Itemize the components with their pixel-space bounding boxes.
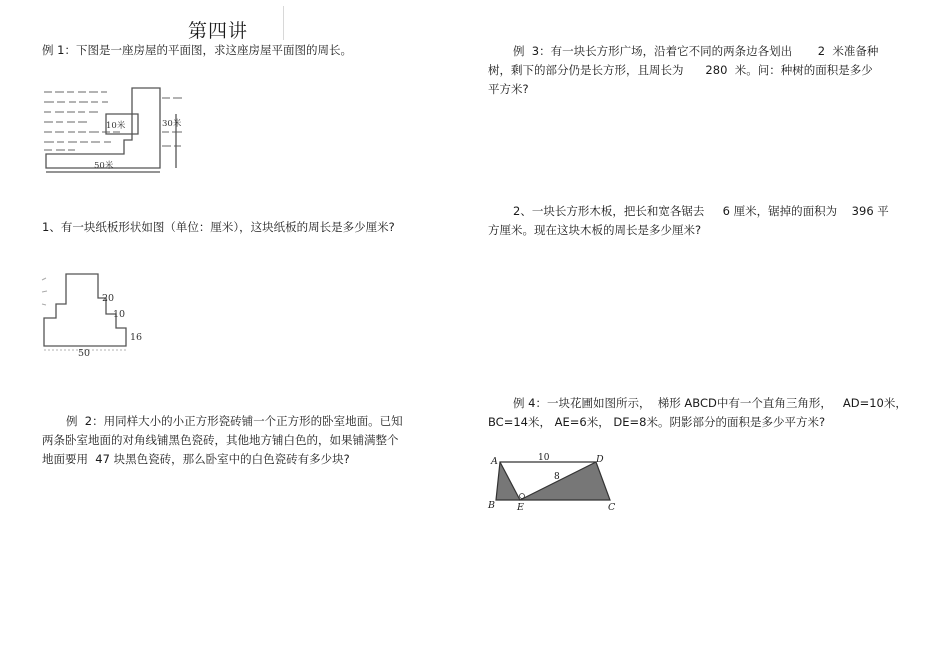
board-label-10: 10 xyxy=(113,309,126,320)
example-2-line-3: 地面要用 47 块黑色瓷砖，那么卧室中的白色瓷砖有多少块? xyxy=(42,452,350,466)
label-D: D xyxy=(596,454,604,465)
example-2-line-2: 两条卧室地面的对角线铺黑色瓷砖，其他地方铺白色的，如果铺满整个 xyxy=(42,433,399,447)
example-4-line-1: 例 4：一块花圃如图所示， 梯形 ABCD中有一个直角三角形， AD=10米， xyxy=(513,396,907,410)
example-1-text: 例 1：下图是一座房屋的平面图，求这座房屋平面图的周长。 xyxy=(42,43,352,57)
board-scribbles xyxy=(42,278,47,305)
page-title: 第四讲 xyxy=(188,20,249,42)
label-DE: 8 xyxy=(554,472,560,482)
board-label-50: 50 xyxy=(78,348,91,359)
example-3-line-2: 树，剩下的部分仍是长方形，且周长为 280 米。问：种树的面积是多少 xyxy=(488,63,873,77)
label-E: E xyxy=(517,502,524,513)
label-AD: 10 xyxy=(538,453,550,463)
label-C: C xyxy=(608,502,616,513)
question-1-text: 1、有一块纸板形状如图（单位：厘米），这块纸板的周长是多少厘米? xyxy=(42,220,395,234)
question-2-line-1: 2、一块长方形木板，把长和宽各锯去 6 厘米，锯掉的面积为 396 平 xyxy=(513,204,889,218)
house-floor-plan-figure xyxy=(40,84,192,174)
example-4-line-2: BC=14米， AE=6米， DE=8米。阴影部分的面积是多少平方米? xyxy=(488,415,826,429)
stepped-board-figure xyxy=(40,270,152,360)
question-2-line-2: 方厘米。现在这块木板的周长是多少厘米? xyxy=(488,223,702,237)
right-angle-mark xyxy=(520,494,525,499)
label-B: B xyxy=(488,500,495,511)
house-label-right: 30米 xyxy=(162,119,182,129)
house-label-inner: 10米 xyxy=(106,121,126,131)
divider xyxy=(283,6,284,40)
label-A: A xyxy=(491,456,498,467)
trapezoid-figure xyxy=(486,450,628,514)
example-2-line-1: 例 2：用同样大小的小正方形瓷砖铺一个正方形的卧室地面。已知 xyxy=(66,414,403,428)
example-3-line-3: 平方米? xyxy=(488,82,529,96)
board-label-16: 16 xyxy=(130,332,143,343)
house-label-bottom: 50米 xyxy=(94,161,114,171)
shaded-region-right xyxy=(520,462,610,500)
board-label-20: 20 xyxy=(102,293,115,304)
example-3-line-1: 例 3：有一块长方形广场，沿着它不同的两条边各划出 2 米准备种 xyxy=(513,44,879,58)
label-AE: 6 xyxy=(512,471,518,481)
